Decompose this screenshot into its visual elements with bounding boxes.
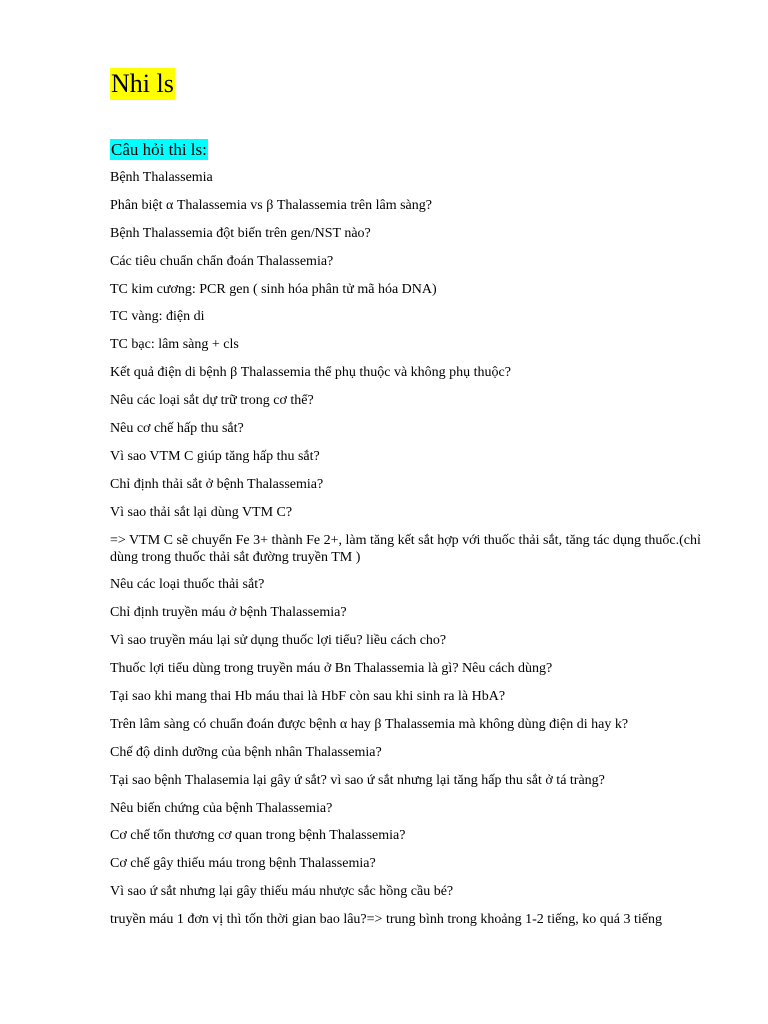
question-line: truyền máu 1 đơn vị thì tốn thời gian bao lâu?=> trung bình trong khoảng 1-2 tiếng, ko quá 3 tiếng <box>110 912 663 928</box>
section-heading: Câu hỏi thi ls: <box>111 140 207 159</box>
question-line: TC kim cương: PCR gen ( sinh hóa phân tử mã hóa DNA) <box>110 281 437 297</box>
question-line: Chỉ định thải sắt ở bệnh Thalassemia? <box>110 476 324 492</box>
question-line: Tại sao khi mang thai Hb máu thai là HbF còn sau khi sinh ra là HbA? <box>110 689 506 705</box>
question-line: Vì sao truyền máu lại sử dụng thuốc lợi tiểu? liều cách cho? <box>110 633 447 649</box>
document-title: Nhi ls <box>111 69 174 98</box>
question-line: TC vàng: điện di <box>110 309 205 325</box>
question-line: Vì sao ứ sắt nhưng lại gây thiếu máu nhược sắc hồng cầu bé? <box>110 884 454 900</box>
question-list <box>110 169 710 939</box>
question-line: Chỉ định truyền máu ở bệnh Thalassemia? <box>110 605 347 621</box>
question-line: Nêu các loại sắt dự trữ trong cơ thể? <box>110 393 314 409</box>
question-line: Bệnh Thalassemia đột biến trên gen/NST nào? <box>110 225 371 241</box>
question-line: Trên lâm sàng có chuẩn đoán được bệnh α hay β Thalassemia mà không dùng điện di hay k? <box>110 716 629 732</box>
question-line: Các tiêu chuẩn chẩn đoán Thalassemia? <box>110 253 334 269</box>
question-line: Chế độ dinh dưỡng của bệnh nhân Thalassemia? <box>110 744 382 760</box>
question-line: Nêu biến chứng của bệnh Thalassemia? <box>110 800 333 816</box>
question-line: Vì sao VTM C giúp tăng hấp thu sắt? <box>110 448 320 464</box>
question-line: Nêu cơ chế hấp thu sắt? <box>110 421 244 437</box>
question-line: Tại sao bệnh Thalasemia lại gây ứ sắt? vì sao ứ sắt nhưng lại tăng hấp thu sắt ở tá tràng? <box>110 772 605 788</box>
question-line: Cơ chế tổn thương cơ quan trong bệnh Thalassemia? <box>110 828 406 844</box>
question-line: Thuốc lợi tiểu dùng trong truyền máu ở Bn Thalassemia là gì? Nêu cách dùng? <box>110 661 553 677</box>
question-line: Vì sao thải sắt lại dùng VTM C? <box>110 504 293 520</box>
question-line: Nêu các loại thuốc thải sắt? <box>110 577 265 593</box>
question-line: Kết quả điện di bệnh β Thalassemia thể phụ thuộc và không phụ thuộc? <box>110 365 511 381</box>
question-line: TC bạc: lâm sàng + cls <box>110 337 239 353</box>
question-line: Phân biệt α Thalassemia vs β Thalassemia trên lâm sàng? <box>110 197 432 213</box>
question-line: Bệnh Thalassemia <box>110 170 213 185</box>
answer-line: => VTM C sẽ chuyển Fe 3+ thành Fe 2+, làm tăng kết sắt hợp với thuốc thải sắt, tăng tác dụng thuốc.(chỉ dùng trong thuốc thải sắt đường truyền TM ) <box>110 532 701 565</box>
question-line: Cơ chế gây thiếu máu trong bệnh Thalassemia? <box>110 856 376 872</box>
